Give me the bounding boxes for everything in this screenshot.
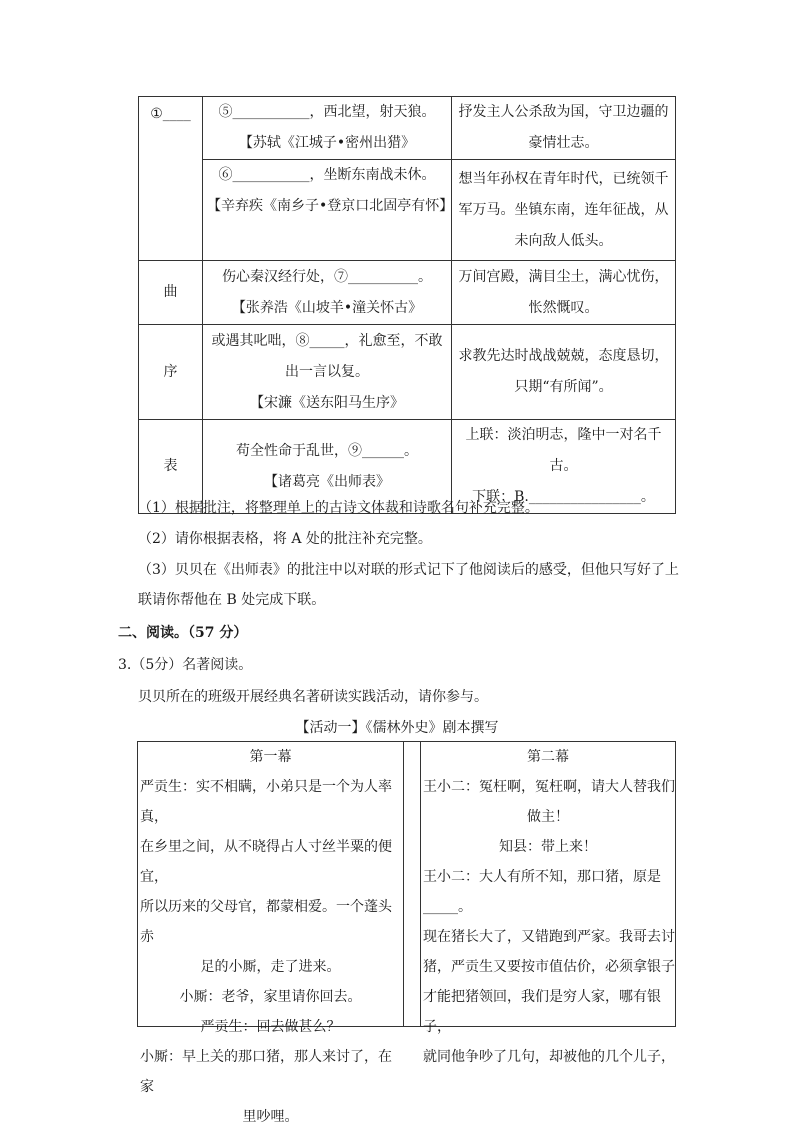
genre-cell: 序	[139, 325, 203, 420]
verse-text: ⑤___________，西北望，射天狼。	[218, 104, 436, 120]
script-line: 在乡里之间，从不晓得占人寸丝半粟的便宜，	[140, 839, 392, 885]
verse-text: ⑥___________，坐断东南战未休。	[218, 167, 436, 183]
script-line: 足的小厮，走了进来。	[200, 959, 341, 975]
note-cell: 求教先达时战战兢兢，态度恳切，只期“有所闻”。	[452, 325, 676, 420]
script-line: 就同他争吵了几句，却被他的几个儿子，	[423, 1049, 675, 1065]
activity-title: 【活动一】《儒林外史》剧本撰写	[295, 720, 499, 736]
genre-cell: ①____	[139, 97, 203, 261]
verse-cell	[203, 97, 452, 160]
question-1: （1）根据批注，将整理单上的古诗文体裁和诗歌名句补充完整。	[138, 500, 539, 516]
script-line: 才能把猪领回，我们是穷人家，哪有银子，	[423, 989, 661, 1035]
verse-text: 伤心秦汉经行处，⑦__________。	[222, 268, 432, 285]
source-text: 【诸葛亮《出师表》	[264, 473, 390, 490]
script-line: 王小二：大人有所不知，那口猪，原是_____。	[423, 869, 661, 915]
poetry-table	[138, 96, 676, 514]
column-divider	[403, 742, 404, 1026]
question-2: （2）请你根据表格，将 A 处的批注补充完整。	[138, 531, 432, 547]
source-text: 【辛弃疾《南乡子•登京口北固亭有怀】	[207, 198, 454, 214]
note-cell: 抒发主人公杀敌为国，守卫边疆的豪情壮志。	[452, 97, 676, 160]
script-line: 严贡生：实不相瞒，小弟只是一个为人率真，	[140, 779, 392, 825]
question-intro: 贝贝所在的班级开展经典名著研读实践活动，请你参与。	[138, 689, 488, 705]
table-row	[139, 325, 676, 420]
source-text: 【苏轼《江城子•密州出猎》	[238, 135, 416, 151]
act-heading: 第二幕	[527, 749, 569, 765]
verse-cell	[203, 325, 452, 420]
couplet-lower: 下联：B.________________。	[472, 489, 655, 505]
source-text: 【宋濂《送东阳马生序》	[250, 394, 404, 411]
genre-cell: 曲	[139, 261, 203, 325]
script-line: 小厮：早上关的那口猪，那人来讨了，在家	[140, 1049, 392, 1095]
section-heading: 二、阅读。（57 分）	[118, 625, 248, 641]
act-one	[138, 742, 403, 1132]
act-two	[421, 742, 675, 1072]
table-row	[139, 160, 676, 261]
verse-cell	[203, 261, 452, 325]
script-line: 严贡生：回去做甚么？	[200, 1019, 341, 1035]
verse-cell	[203, 160, 452, 261]
act-heading: 第一幕	[249, 749, 292, 765]
script-line: 做主！	[527, 809, 569, 825]
source-text: 【张养浩《山坡羊•潼关怀古》	[231, 299, 423, 316]
table-row	[139, 97, 676, 160]
script-table	[137, 741, 676, 1125]
script-line: 里吵哩。	[242, 1109, 299, 1125]
note-cell: 想当年孙权在青年时代，已统领千军万马。坐镇东南，连年征战，从未向敌人低头。	[452, 160, 676, 261]
question-number: 3.（5分）名著阅读。	[118, 657, 253, 673]
script-line: 现在猪长大了，又错跑到严家。我哥去讨	[423, 929, 675, 945]
question-3-line2: 联请你帮他在 B 处完成下联。	[138, 592, 326, 608]
script-line: 猪，严贡生又要按市值估价，必须拿银子	[423, 959, 675, 975]
table-row	[139, 261, 676, 325]
verse-text: 或遇其叱咄，⑧_____，礼愈至，不敢出一言以复。	[211, 332, 443, 380]
couplet-upper: 上联：淡泊明志，隆中一对名千古。	[465, 427, 662, 474]
genre-cell: 表	[139, 420, 203, 514]
question-3-line1: （3）贝贝在《出师表》的批注中以对联的形式记下了他阅读后的感受，但他只写好了上	[138, 562, 679, 578]
note-cell: 万间宫殿，满目尘土，满心忧伤，怅然慨叹。	[452, 261, 676, 325]
script-line: 王小二：冤枉啊，冤枉啊，请大人替我们	[423, 779, 675, 795]
script-line: 所以历来的父母官，都蒙相爱。一个蓬头赤	[140, 899, 392, 945]
verse-text: 苟全性命于乱世，⑨______。	[236, 442, 418, 459]
script-line: 知县：带上来！	[499, 839, 597, 855]
script-line: 小厮：老爷，家里请你回去。	[179, 989, 362, 1005]
